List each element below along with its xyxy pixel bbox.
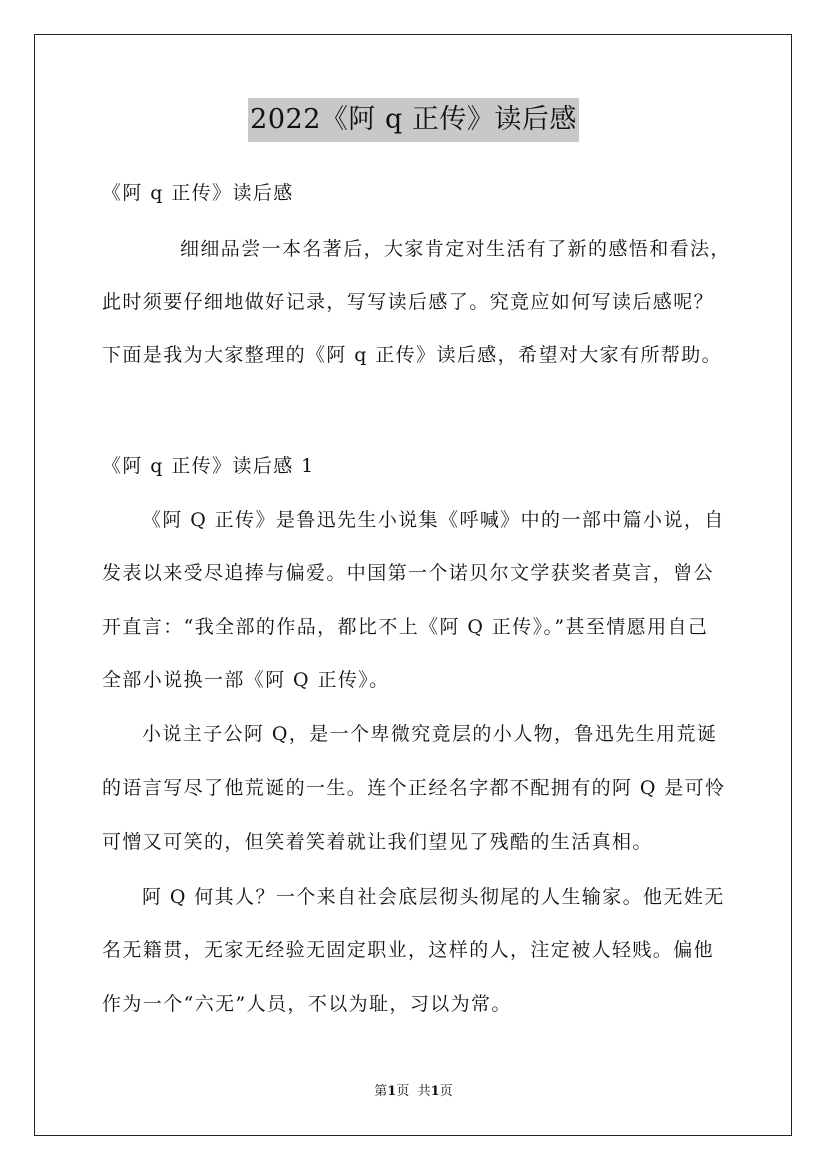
paragraph3-line-1: 阿 Q 何其人？一个来自社会底层彻头彻尾的人生输家。他无姓无	[142, 886, 725, 908]
section-heading: 《阿 q 正传》读后感 1	[102, 455, 315, 477]
intro-line-3: 下面是我为大家整理的《阿 q 正传》读后感，希望对大家有所帮助。	[102, 344, 723, 366]
paragraph2-line-3: 可憎又可笑的，但笑着笑着就让我们望见了残酷的生活真相。	[102, 831, 653, 853]
intro-line-1: 细细品尝一本名著后，大家肯定对生活有了新的感悟和看法，	[180, 238, 731, 260]
subtitle: 《阿 q 正传》读后感	[102, 182, 294, 204]
paragraph3-line-2: 名无籍贯，无家无经验无固定职业，这样的人，注定被人轻贱。偏他	[102, 939, 715, 961]
document-title: 2022《阿 q 正传》读后感	[248, 98, 579, 142]
paragraph2-line-2: 的语言写尽了他荒诞的一生。连个正经名字都不配拥有的阿 Q 是可怜	[102, 777, 726, 799]
footer-total-prefix: 共	[417, 1084, 431, 1099]
paragraph1-line-2: 发表以来受尽追捧与偏爱。中国第一个诺贝尔文学获奖者莫言，曾公	[102, 562, 715, 584]
footer-page-prefix: 第	[374, 1084, 388, 1099]
paragraph1-line-1: 《阿 Q 正传》是鲁迅先生小说集《呼喊》中的一部中篇小说，自	[142, 509, 725, 531]
intro-line-2: 此时须要仔细地做好记录，写写读后感了。究竟应如何写读后感呢？	[102, 291, 715, 313]
page-footer	[0, 1083, 827, 1101]
paragraph1-line-4: 全部小说换一部《阿 Q 正传》。	[102, 669, 390, 691]
footer-total-number: 1	[430, 1084, 440, 1099]
footer-total-suffix: 页	[439, 1084, 453, 1099]
footer-page-suffix: 页	[396, 1084, 410, 1099]
footer-page-number: 1	[387, 1084, 397, 1099]
paragraph1-line-3: 开直言：“我全部的作品，都比不上《阿 Q 正传》。”甚至情愿用自己	[102, 616, 709, 638]
title-container	[0, 98, 827, 142]
paragraph2-line-1: 小说主子公阿 Q，是一个卑微究竟层的小人物，鲁迅先生用荒诞	[142, 723, 718, 745]
paragraph3-line-3: 作为一个“六无”人员，不以为耻，习以为常。	[102, 993, 512, 1015]
